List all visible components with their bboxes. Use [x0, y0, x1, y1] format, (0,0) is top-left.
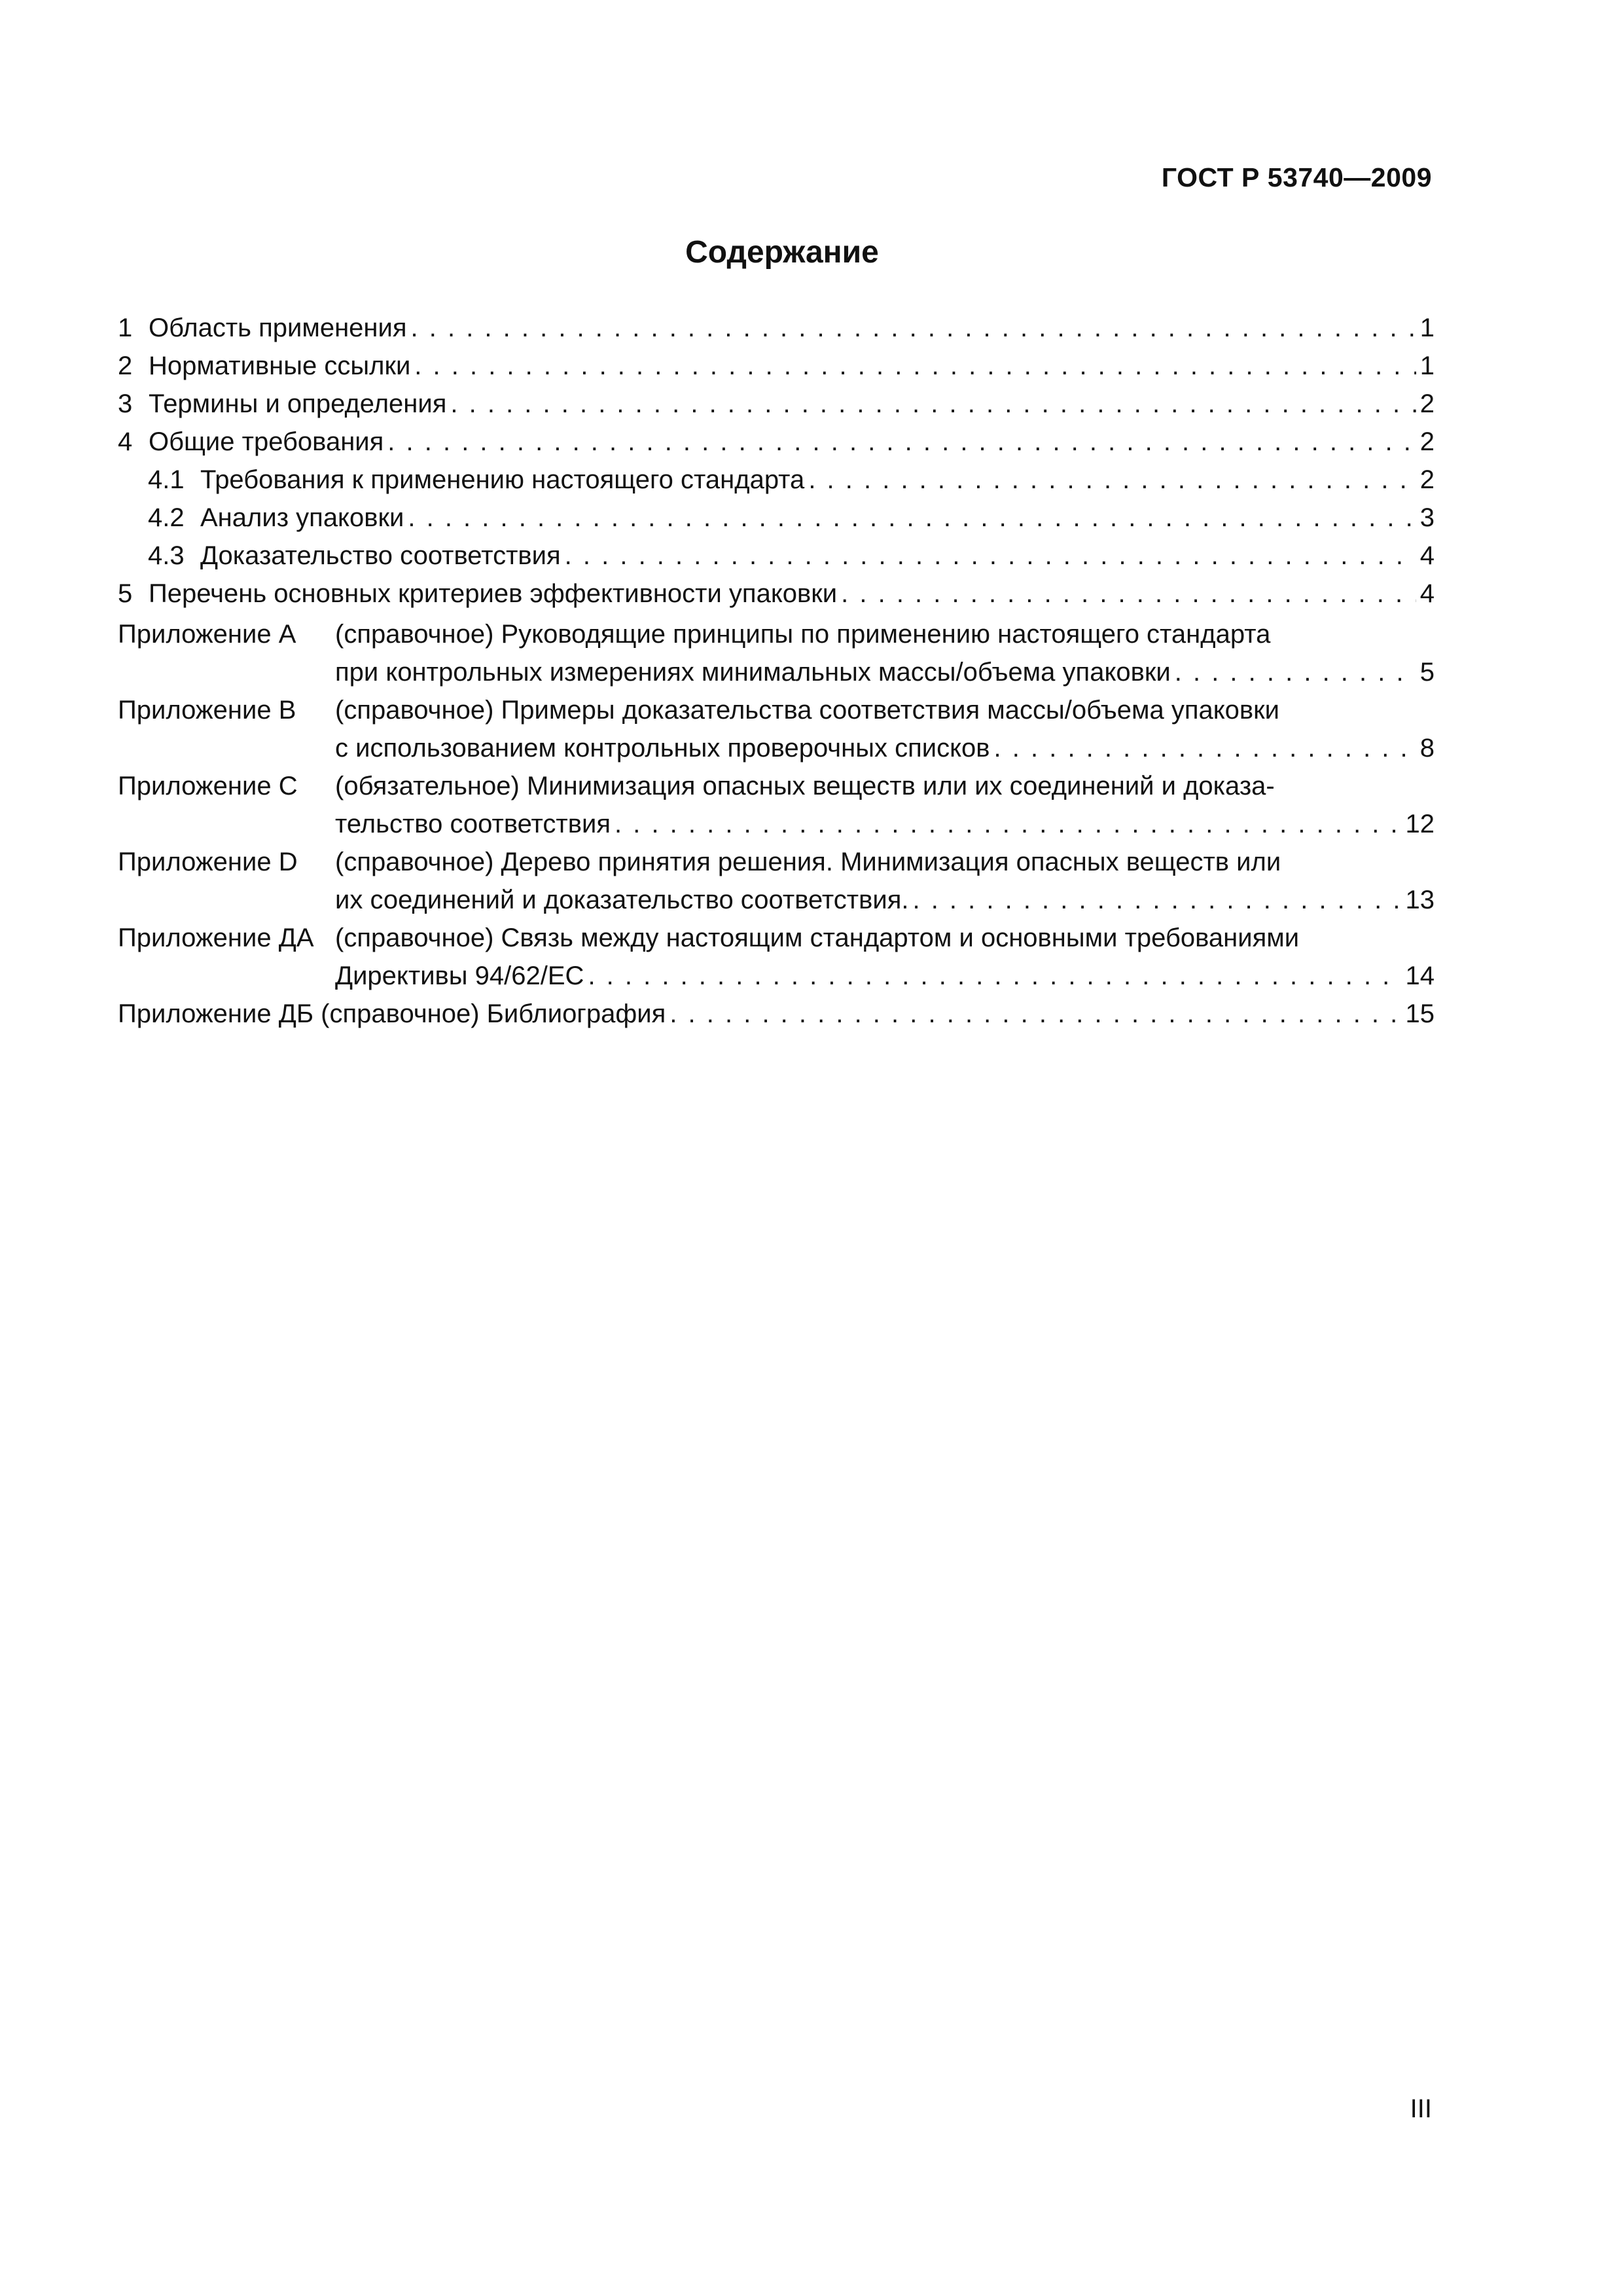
appendix-label: Приложение ДА [118, 924, 314, 952]
appendix-title-line [335, 881, 1435, 919]
appendix-label: Приложение В [118, 696, 296, 725]
appendix-title-line: (справочное) Дерево принятия решения. Минимизация опасных веществ или [335, 848, 1281, 876]
toc-appendix-entry[interactable] [118, 843, 1435, 919]
toc-entry-title [118, 575, 837, 613]
toc-page-number: 2 [1419, 389, 1435, 418]
toc-page-number: 2 [1419, 427, 1435, 456]
appendix-title-line [335, 805, 1435, 843]
toc-entry-number: 4.3 [148, 541, 185, 570]
toc-subentry[interactable] [118, 461, 1435, 499]
toc-entry-label: Термины и определения [149, 389, 447, 418]
toc-page-number: 5 [1419, 658, 1435, 687]
toc-entry-label: Требования к применению настоящего стандарта [200, 465, 805, 494]
toc-page-number: 13 [1405, 886, 1435, 914]
table-of-contents [118, 309, 1435, 1033]
toc-page-number: 12 [1405, 810, 1435, 838]
dot-leader [837, 575, 1416, 613]
toc-entry[interactable] [118, 309, 1435, 347]
toc-entry-number: 4.2 [148, 503, 185, 532]
toc-entry-title [118, 385, 446, 423]
toc-page-number: 3 [1419, 503, 1435, 532]
toc-appendix-entry[interactable] [118, 919, 1435, 995]
toc-page-number: 14 [1405, 961, 1435, 990]
toc-entry-label: Нормативные ссылки [149, 351, 411, 380]
appendix-title-line: (обязательное) Минимизация опасных веществ или их соединений и доказа- [335, 772, 1275, 800]
toc-entry[interactable] [118, 385, 1435, 423]
toc-entry-title [148, 461, 804, 499]
toc-entry-number: 2 [118, 351, 133, 380]
toc-entry-number: 5 [118, 579, 133, 608]
toc-page-number: 2 [1419, 465, 1435, 494]
toc-appendix-entry[interactable] [118, 767, 1435, 843]
appendix-title-line [335, 957, 1435, 995]
toc-entry-number: 4 [118, 427, 133, 456]
dot-leader [410, 347, 1416, 385]
toc-appendix-entry[interactable] [118, 995, 1435, 1033]
dot-leader [908, 881, 1401, 919]
toc-entry-label: Область применения [149, 314, 407, 342]
toc-appendix-entry[interactable] [118, 615, 1435, 691]
toc-entry[interactable] [118, 423, 1435, 461]
appendix-title-line [335, 653, 1435, 691]
toc-page-number: 4 [1419, 541, 1435, 570]
appendix-body [335, 843, 1435, 919]
toc-entry-label: Общие требования [149, 427, 384, 456]
page-number-footer: III [1410, 2094, 1432, 2123]
dot-leader [561, 537, 1416, 575]
appendix-body [335, 767, 1435, 843]
dot-leader [383, 423, 1416, 461]
toc-entry-label: Доказательство соответствия [200, 541, 561, 570]
dot-leader [666, 995, 1401, 1033]
toc-page-number: 1 [1419, 314, 1435, 342]
toc-entry[interactable] [118, 347, 1435, 385]
toc-entry-label: Перечень основных критериев эффективности упаковки [149, 579, 838, 608]
appendix-title-line: (справочное) Примеры доказательства соответствия массы/объема упаковки [335, 696, 1280, 725]
dot-leader [611, 805, 1402, 843]
appendix-title-continuation: с использованием контрольных проверочных списков [335, 734, 990, 762]
dot-leader [407, 309, 1416, 347]
toc-entry[interactable] [118, 575, 1435, 613]
toc-entry-title [148, 499, 404, 537]
appendix-title-continuation: тельство соответствия [335, 810, 611, 838]
toc-entry-number: 3 [118, 389, 133, 418]
toc-entry-number: 4.1 [148, 465, 185, 494]
dot-leader [446, 385, 1416, 423]
toc-entry-title [118, 309, 407, 347]
toc-appendix-entry[interactable] [118, 691, 1435, 767]
appendix-body [335, 615, 1435, 691]
dot-leader [1171, 653, 1416, 691]
toc-entry-label: Анализ упаковки [200, 503, 404, 532]
toc-page-number: 15 [1405, 999, 1435, 1028]
toc-entry-title [118, 423, 383, 461]
appendix-label: Приложение С [118, 772, 298, 800]
appendix-title-continuation: при контрольных измерениях минимальных массы/объема упаковки [335, 658, 1171, 687]
toc-subentry[interactable] [118, 499, 1435, 537]
document-designation: ГОСТ Р 53740—2009 [1161, 162, 1432, 192]
toc-entry-title [118, 347, 410, 385]
dot-leader [990, 729, 1416, 767]
toc-page-number: 8 [1419, 734, 1435, 762]
toc-page-number: 1 [1419, 351, 1435, 380]
appendix-title-line: Приложение ДБ (справочное) Библиография [118, 999, 666, 1028]
toc-subentry[interactable] [118, 537, 1435, 575]
dot-leader [404, 499, 1416, 537]
appendix-title-continuation: их соединений и доказательство соответствия. [335, 886, 909, 914]
page-title: Содержание [685, 235, 879, 270]
appendix-label: Приложение А [118, 620, 296, 649]
appendix-body [335, 691, 1435, 767]
dot-leader [804, 461, 1416, 499]
dot-leader [584, 957, 1401, 995]
appendix-title-line [335, 729, 1435, 767]
toc-entry-number: 1 [118, 314, 133, 342]
toc-entry-title [148, 537, 561, 575]
appendix-title-line: (справочное) Связь между настоящим стандартом и основными требованиями [335, 924, 1300, 952]
appendix-body [335, 919, 1435, 995]
appendix-title-line: (справочное) Руководящие принципы по применению настоящего стандарта [335, 620, 1271, 649]
appendix-label: Приложение D [118, 848, 298, 876]
appendix-title-continuation: Директивы 94/62/ЕС [335, 961, 584, 990]
toc-page-number: 4 [1419, 579, 1435, 608]
